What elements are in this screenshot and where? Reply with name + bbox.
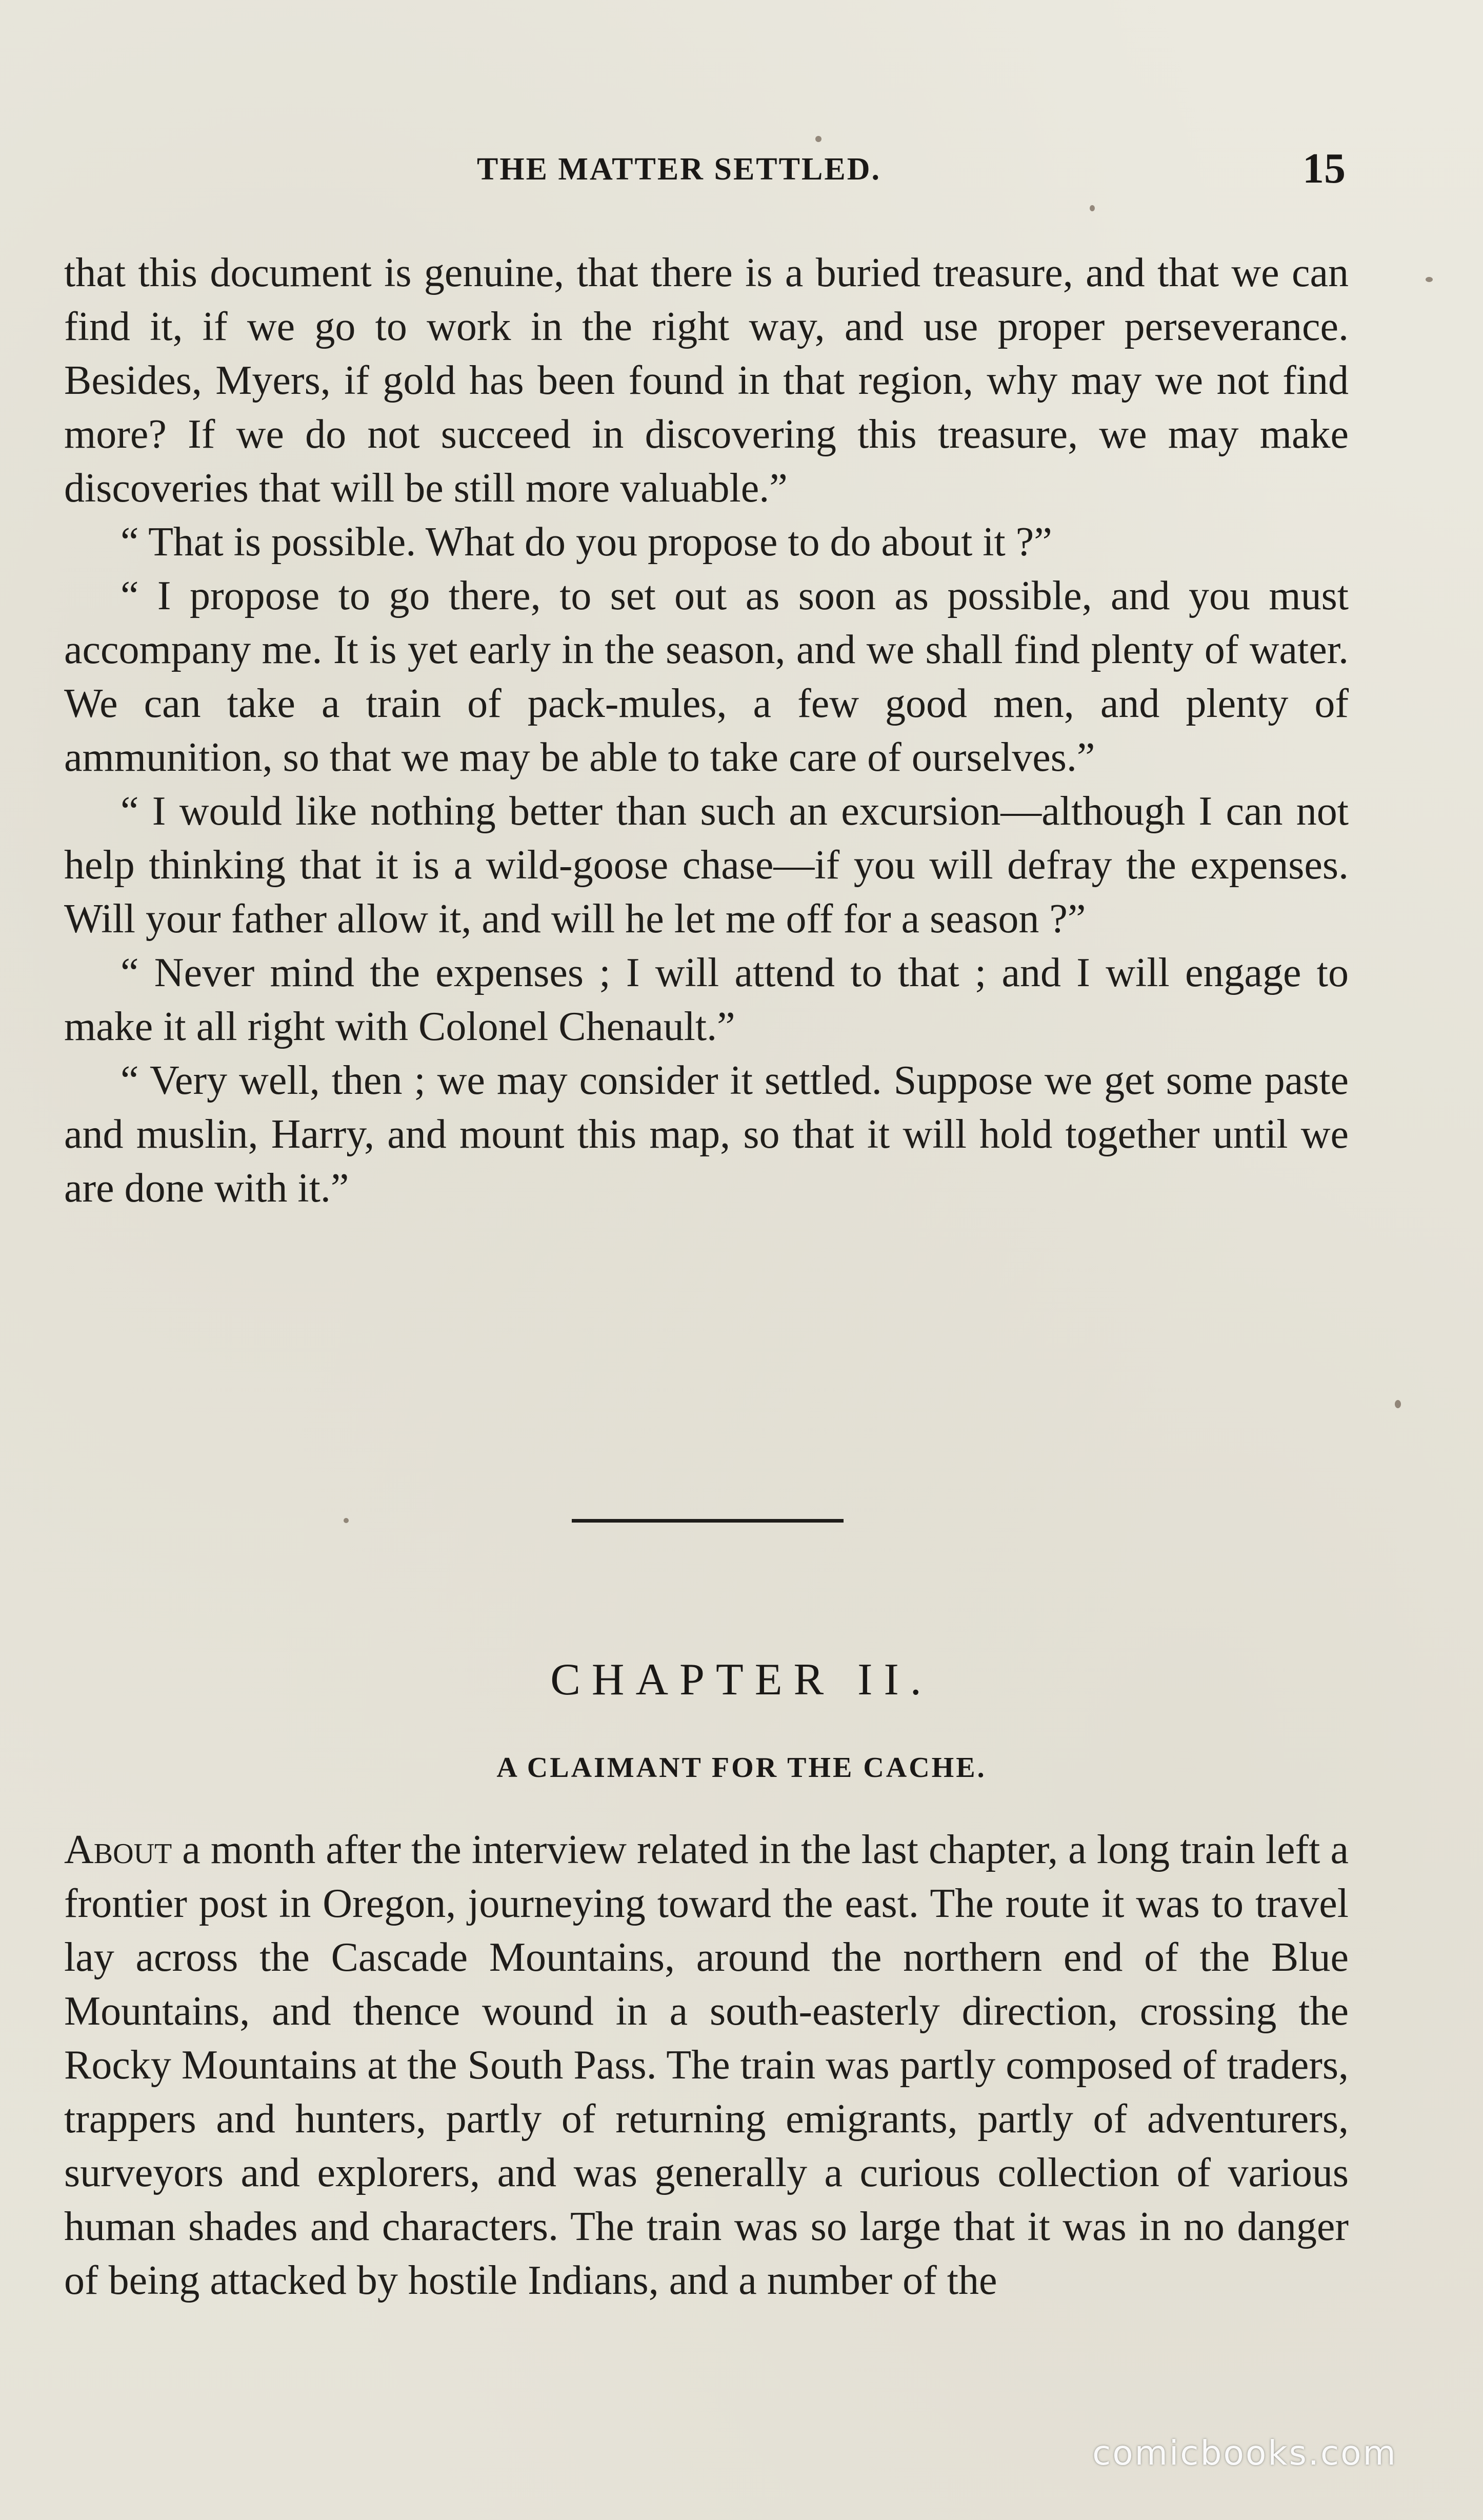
paragraph-6: “ Very well, then ; we may consider it settled. Suppose we get some paste and muslin, Harry, and mount this map, so that it will hold together until we are done with it.”: [64, 1058, 1349, 1211]
page-number: 15: [1302, 145, 1346, 192]
chapter-paragraph-1: [64, 1823, 1349, 2308]
running-head: THE MATTER SETTLED.: [477, 152, 881, 187]
paper-speck: [1426, 277, 1433, 282]
paragraph-2: “ That is possible. What do you propose to do about it ?”: [121, 519, 1052, 565]
chapter-subtitle: A CLAIMANT FOR THE CACHE.: [496, 1752, 987, 1784]
paper-speck: [815, 136, 821, 142]
paragraph-1: that this document is genuine, that there is a buried treasure, and that we can find it, if we go to work in the right way, and use proper perseverance. Besides, Myers, if gold has been found in that region, why may we not find more? If we do not succeed in discovering this treasure, we may make discoveries that will be still more valuable.”: [64, 250, 1349, 511]
chapter-title: CHAPTER II.: [550, 1655, 933, 1705]
paper-speck: [1090, 205, 1095, 211]
paper-speck: [344, 1518, 349, 1523]
paper-speck: [1395, 1400, 1401, 1408]
upper-text-block: [64, 246, 1349, 1215]
paragraph-4: “ I would like nothing better than such an excursion—although I can not help thinking that it is a wild-goose chase—if you will defray the expenses. Will your father allow it, and will he let me off for a season ?”: [64, 789, 1349, 942]
paragraph-5: “ Never mind the expenses ; I will attend to that ; and I will engage to make it all right with Colonel Chenault.”: [64, 950, 1349, 1049]
chapter-text-block: [64, 1823, 1349, 2308]
watermark-text: comicbooks.com: [1092, 2433, 1397, 2473]
section-divider-rule: [572, 1519, 844, 1523]
paragraph-3: “ I propose to go there, to set out as soon as possible, and you must accompany me. It is yet early in the season, and we shall find plenty of water. We can take a train of pack-mules, a few good men, and plenty of ammunition, so that we may be able to take care of ourselves.”: [64, 573, 1349, 780]
lead-word: About: [64, 1827, 172, 1872]
chapter-paragraph-body: a month after the interview related in the last chapter, a long train left a frontier post in Oregon, journeying toward the east. The route it was to travel lay across the Cascade Mountains, around the northern end of the Blue Mountains, and thence wound in a south-easterly direction, crossing the Rocky Mountains at the South Pass. The train was partly composed of traders, trappers and hunters, partly of returning emigrants, partly of adventurers, surveyors and explorers, and was generally a curious collection of various human shades and characters. The train was so large that it was in no danger of being attacked by hostile Indians, and a number of the: [64, 1827, 1349, 2303]
